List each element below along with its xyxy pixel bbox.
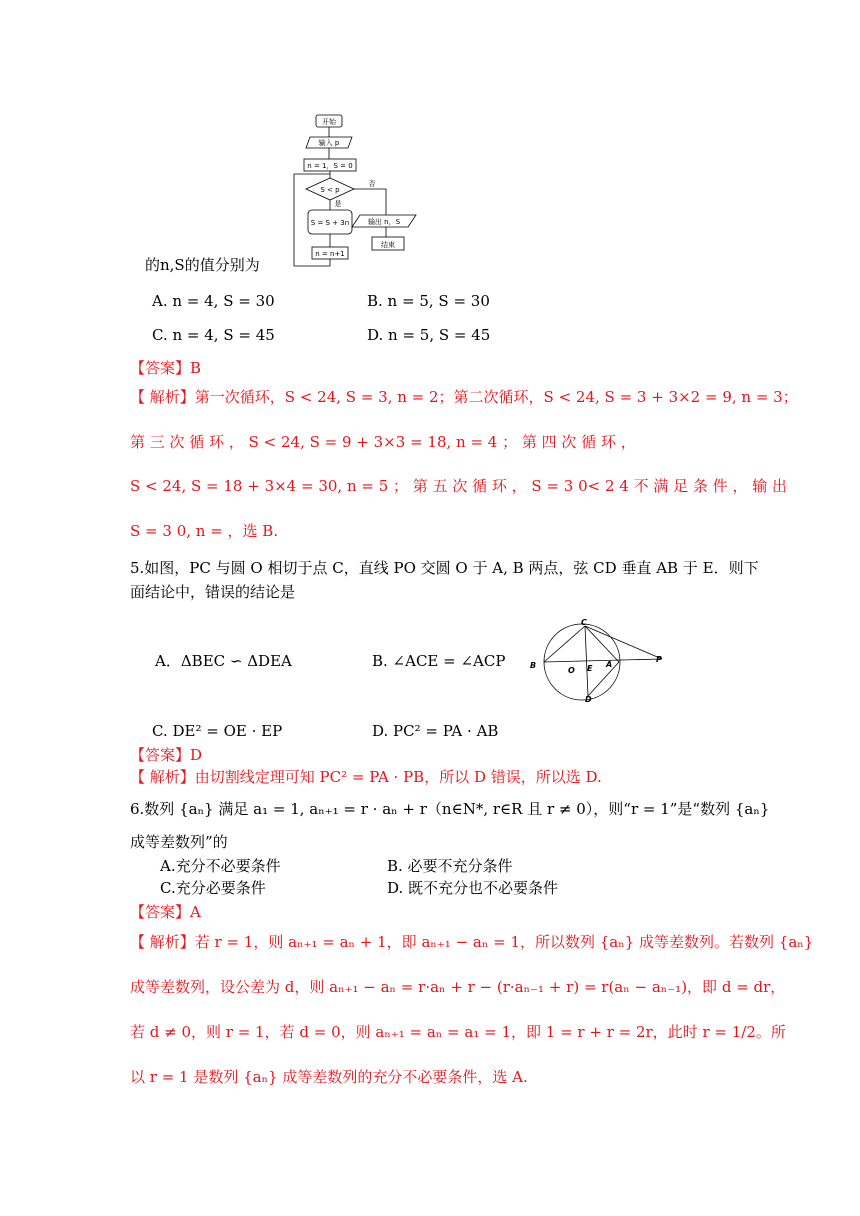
flow-cond-text: S < p xyxy=(320,186,340,194)
q4-option-a: A. n = 4, S = 30 xyxy=(152,292,275,310)
q4-option-b: B. n = 5, S = 30 xyxy=(367,292,490,310)
q5-option-c: C. DE² = OE · EP xyxy=(152,722,283,740)
point-o-label: O xyxy=(568,666,575,675)
q4-analysis-line-4: S = 3 0, n = ，选 B. xyxy=(130,522,279,540)
q5-option-a: A．ΔBEC ∽ ΔDEA xyxy=(155,652,292,670)
flow-yes-label: 是 xyxy=(334,200,342,208)
q6-stem-line-1: 6.数列 {aₙ} 满足 a₁ = 1, aₙ₊₁ = r · aₙ + r（n∈N*, r∈R 且 r ≠ 0），则“r = 1”是“数列 {aₙ} xyxy=(130,800,770,818)
q6-analysis-line-3: 若 d ≠ 0，则 r = 1，若 d = 0，则 aₙ₊₁ = aₙ = a₁ = 1，即 1 = r + r = 2r，此时 r = 1/2。所 xyxy=(130,1023,786,1041)
q6-option-b: B. 必要不充分条件 xyxy=(387,857,513,875)
point-c-label: C xyxy=(581,618,587,627)
point-a-label: A xyxy=(606,660,613,669)
q5-answer: 【答案】D xyxy=(130,746,203,764)
point-d-label: D xyxy=(585,695,592,704)
flow-update-n-text: n = n+1 xyxy=(315,250,345,258)
flowchart-figure xyxy=(290,110,430,270)
q4-answer: 【答案】B xyxy=(130,359,202,377)
q4-option-c: C. n = 4, S = 45 xyxy=(152,326,275,344)
q6-stem-line-2: 成等差数列”的 xyxy=(130,833,228,851)
q4-option-d: D. n = 5, S = 45 xyxy=(367,326,491,344)
q5-stem-line-1: 5.如图，PC 与圆 O 相切于点 C，直线 PO 交圆 O 于 A, B 两点，弦 CD 垂直 AB 于 E．则下 xyxy=(130,559,759,577)
q6-analysis-line-4: 以 r = 1 是数列 {aₙ} 成等差数列的充分不必要条件，选 A. xyxy=(130,1068,528,1086)
flow-end-text: 结束 xyxy=(381,241,395,249)
q4-analysis-line-1: 【 解析】第一次循环，S < 24, S = 3, n = 2；第二次循环，S < 24, S = 3 + 3×2 = 9, n = 3； xyxy=(130,388,798,406)
q4-analysis-line-2: 第 三 次 循 环 ， S < 24, S = 9 + 3×3 = 18, n = 4 ； 第 四 次 循 环 ， xyxy=(130,433,636,451)
q4-analysis-line-3: S < 24, S = 18 + 3×4 = 30, n = 5 ； 第 五 次 循 环 ， S = 3 0< 2 4 不 满 足 条 件 ， 输 出 xyxy=(130,477,787,495)
q5-option-b: B. ∠ACE = ∠ACP xyxy=(372,652,506,670)
flow-input-text: 输入 p xyxy=(318,139,340,147)
q6-option-c: C.充分必要条件 xyxy=(160,879,266,897)
q6-option-a: A.充分不必要条件 xyxy=(160,857,281,875)
flow-start-text: 开始 xyxy=(322,118,336,126)
point-e-label: E xyxy=(587,664,593,673)
q6-analysis-line-2: 成等差数列，设公差为 d，则 aₙ₊₁ − aₙ = r·aₙ + r − (r·aₙ₋₁ + r) = r(aₙ − aₙ₋₁)，即 d = dr， xyxy=(130,978,786,996)
flow-init-text: n = 1，S = 0 xyxy=(307,162,353,170)
q4-stem-tail: 的n,S的值分别为 xyxy=(145,256,260,274)
flow-update-s-text: S = S + 3n xyxy=(310,219,350,227)
point-p-label: P xyxy=(656,655,662,664)
q5-option-d: D. PC² = PA · AB xyxy=(372,722,499,740)
flow-output-text: 输出 n，S xyxy=(367,218,401,226)
q6-option-d: D. 既不充分也不必要条件 xyxy=(387,879,559,897)
circle-tangent-figure xyxy=(522,616,672,706)
q6-answer: 【答案】A xyxy=(130,903,201,921)
point-b-label: B xyxy=(530,661,537,670)
q5-analysis: 【 解析】由切割线定理可知 PC² = PA · PB，所以 D 错误，所以选 D. xyxy=(130,768,602,786)
q6-analysis-line-1: 【 解析】若 r = 1，则 aₙ₊₁ = aₙ + 1，即 aₙ₊₁ − aₙ = 1，所以数列 {aₙ} 成等差数列。若数列 {aₙ} xyxy=(130,933,814,951)
q5-stem-line-2: 面结论中，错误的结论是 xyxy=(130,583,296,601)
flow-no-label: 否 xyxy=(368,180,376,188)
